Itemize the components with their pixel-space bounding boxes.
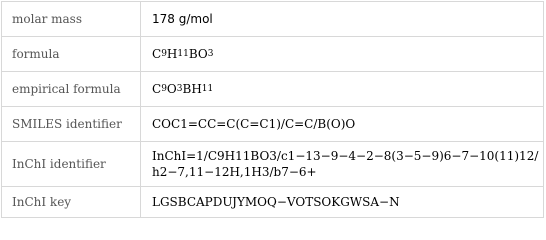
inchi-value <box>141 142 543 186</box>
row-label: molar mass <box>2 2 141 36</box>
formula-part: C <box>152 82 162 96</box>
properties-table <box>1 1 544 218</box>
inchi-text: InChI=1/C9H11BO3/c1−13−9−4−2−8(3−5−9)6−7−10(11)12/h2−7,11−12H,1H3/b7−6+ <box>152 149 539 179</box>
table-row <box>2 2 543 37</box>
formula-part: BH <box>182 82 202 96</box>
row-value: 178 g/mol <box>152 12 213 26</box>
table-row <box>2 187 543 217</box>
empirical-formula-value: C 9 O 3 BH 11 <box>152 82 214 96</box>
inchi-key-value: LGSBCAPDUJYMOQ−VOTSOKGWSA−N <box>152 195 400 209</box>
row-label: InChI key <box>2 187 141 217</box>
formula-part: H <box>166 47 178 61</box>
table-row <box>2 72 543 107</box>
row-label: InChI identifier <box>2 142 141 186</box>
formula-part: BO <box>188 47 208 61</box>
smiles-value: COC1=CC=C(C=C1)/C=C/B(O)O <box>152 117 356 131</box>
formula-part: C <box>152 47 162 61</box>
formula-part: O <box>166 82 177 96</box>
row-label: formula <box>2 37 141 71</box>
table-row <box>2 107 543 142</box>
table-row <box>2 142 543 187</box>
row-label: empirical formula <box>2 72 141 106</box>
row-label: SMILES identifier <box>2 107 141 141</box>
table-row <box>2 37 543 72</box>
formula-value: C 9 H 11 BO 3 <box>152 47 214 61</box>
